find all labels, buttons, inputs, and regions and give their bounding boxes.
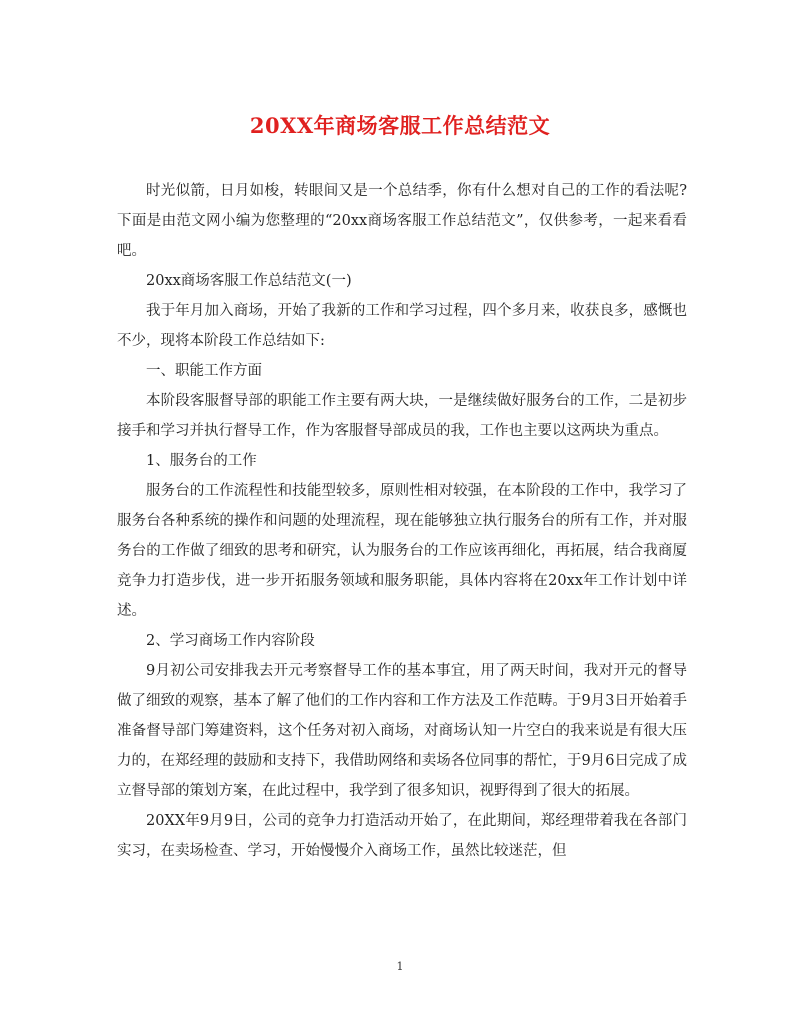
paragraph-learning-stage: 9月初公司安排我去开元考察督导工作的基本事宜，用了两天时间，我对开元的督导做了细致的观察，基本了解了他们的工作内容和工作方法及工作范畴。于9月3日开始着手准备督导部门筹建资料，这个任务对初入商场，对商场认知一片空白的我来说是有很大压力的，在郑经理的鼓励和支持下，我借助网络和卖场各位同事的帮忙，于9月6日完成了成立督导部的策划方案，在此过程中，我学到了很多知识，视野得到了很大的拓展。 xyxy=(117,663,687,799)
paragraph-intro: 时光似箭，日月如梭，转眼间又是一个总结季，你有什么想对自己的工作的看法呢?下面是由范文网小编为您整理的“20xx商场客服工作总结范文”，仅供参考，一起来看看吧。 xyxy=(117,183,687,259)
paragraph-competitiveness: 20XX年9月9日，公司的竞争力打造活动开始了，在此期间，郑经理带着我在各部门实习，在卖场检查、学习，开始慢慢介入商场工作，虽然比较迷茫，但 xyxy=(117,813,687,859)
paragraph-service-desk: 服务台的工作流程性和技能型较多，原则性相对较强，在本阶段的工作中，我学习了服务台各种系统的操作和问题的处理流程，现在能够独立执行服务台的所有工作，并对服务台的工作做了细致的思考和研究，认为服务台的工作应该再细化，再拓展，结合我商厦竞争力打造步伐，进一步开拓服务领域和服务职能，具体内容将在20xx年工作计划中详述。 xyxy=(117,483,687,619)
paragraph-section-title: 20xx商场客服工作总结范文(一) xyxy=(146,273,352,289)
paragraph-opening: 我于年月加入商场，开始了我新的工作和学习过程，四个多月来，收获良多，感慨也不少，现将本阶段工作总结如下: xyxy=(117,303,687,349)
heading-functional-work: 一、职能工作方面 xyxy=(146,363,262,379)
heading-service-desk: 1、服务台的工作 xyxy=(146,453,257,469)
page-number: 1 xyxy=(396,960,404,973)
document-body xyxy=(117,176,687,866)
document-title: 20XX年商场客服工作总结范文 xyxy=(249,113,551,138)
heading-learning-stage: 2、学习商场工作内容阶段 xyxy=(146,633,315,649)
paragraph-functional-work: 本阶段客服督导部的职能工作主要有两大块，一是继续做好服务台的工作，二是初步接手和学习并执行督导工作，作为客服督导部成员的我，工作也主要以这两块为重点。 xyxy=(117,393,687,439)
